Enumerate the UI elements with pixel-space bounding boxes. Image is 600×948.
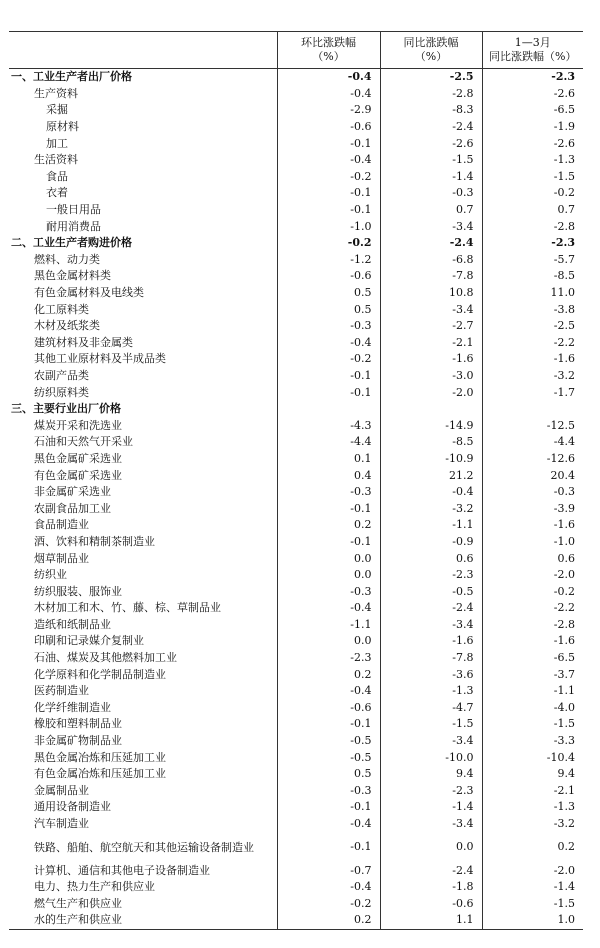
mom-value: -0.1	[277, 832, 380, 862]
mom-value: 0.5	[277, 285, 380, 302]
ytd-value: -1.5	[482, 716, 583, 733]
table-row	[9, 451, 583, 468]
mom-value: -1.1	[277, 617, 380, 634]
yoy-value: -2.1	[380, 335, 482, 352]
ytd-value: -2.0	[482, 567, 583, 584]
mom-value: 0.0	[277, 633, 380, 650]
ytd-value: -4.4	[482, 434, 583, 451]
table-row	[9, 617, 583, 634]
ytd-value: -1.5	[482, 169, 583, 186]
ytd-value: -2.5	[482, 318, 583, 335]
ytd-value: -1.6	[482, 517, 583, 534]
mom-value: -0.4	[277, 600, 380, 617]
yoy-value: -1.1	[380, 517, 482, 534]
yoy-value: -4.7	[380, 700, 482, 717]
ytd-value: -1.5	[482, 896, 583, 913]
row-label: 燃料、动力类	[34, 252, 100, 266]
table-row	[9, 268, 583, 285]
table-row	[9, 434, 583, 451]
yoy-value: -1.8	[380, 879, 482, 896]
ytd-value: -10.4	[482, 749, 583, 766]
header-mom	[277, 32, 380, 69]
ytd-value: -2.8	[482, 617, 583, 634]
table-row	[9, 700, 583, 717]
row-label: 农副产品类	[34, 368, 89, 382]
table-row	[9, 500, 583, 517]
row-label: 木材加工和木、竹、藤、棕、草制品业	[34, 601, 221, 615]
yoy-value: -0.4	[380, 484, 482, 501]
row-label: 煤炭开采和洗选业	[34, 418, 122, 432]
ytd-value: -0.3	[482, 484, 583, 501]
table-row	[9, 86, 583, 103]
ytd-value: -3.2	[482, 368, 583, 385]
mom-value: -0.1	[277, 384, 380, 401]
table-header	[9, 32, 583, 69]
row-label: 化工原料类	[34, 302, 89, 316]
mom-value: -0.1	[277, 799, 380, 816]
row-label: 有色金属材料及电线类	[34, 286, 144, 300]
mom-value	[277, 401, 380, 418]
mom-value: -1.2	[277, 252, 380, 269]
yoy-value: -2.4	[380, 600, 482, 617]
yoy-value: -3.6	[380, 666, 482, 683]
row-label: 医药制造业	[34, 684, 89, 698]
yoy-value: -3.4	[380, 218, 482, 235]
mom-value: -0.4	[277, 816, 380, 833]
yoy-value: -3.4	[380, 816, 482, 833]
mom-value: 0.0	[277, 567, 380, 584]
ytd-value: -3.9	[482, 500, 583, 517]
ytd-value: -1.0	[482, 534, 583, 551]
mom-value: -0.1	[277, 368, 380, 385]
row-label: 农副食品加工业	[34, 501, 111, 515]
row-label: 生活资料	[34, 153, 78, 167]
mom-value: -2.3	[277, 650, 380, 667]
ytd-value: -1.7	[482, 384, 583, 401]
row-label: 加工	[46, 136, 68, 150]
yoy-value: 0.0	[380, 832, 482, 862]
mom-value: -0.6	[277, 119, 380, 136]
yoy-value: -2.3	[380, 783, 482, 800]
row-label: 化学纤维制造业	[34, 700, 111, 714]
table-row	[9, 301, 583, 318]
mom-value: -0.6	[277, 700, 380, 717]
ytd-value: 11.0	[482, 285, 583, 302]
yoy-value: 21.2	[380, 467, 482, 484]
table-row	[9, 567, 583, 584]
row-label: 食品制造业	[34, 518, 89, 532]
ytd-value: -1.1	[482, 683, 583, 700]
mom-value: -0.5	[277, 749, 380, 766]
yoy-value: -2.4	[380, 235, 482, 252]
header-yoy-title: 同比涨跌幅	[403, 36, 459, 49]
ytd-value: -3.2	[482, 816, 583, 833]
table-row	[9, 879, 583, 896]
ytd-value: -6.5	[482, 650, 583, 667]
ytd-value: 1.0	[482, 912, 583, 929]
row-label: 耐用消费品	[46, 219, 101, 233]
mom-value: -0.1	[277, 185, 380, 202]
header-ytd-period: 1—3月	[514, 36, 551, 49]
ytd-value: -3.8	[482, 301, 583, 318]
table-row	[9, 384, 583, 401]
ytd-value: -2.8	[482, 218, 583, 235]
table-row	[9, 368, 583, 385]
ytd-value: 20.4	[482, 467, 583, 484]
ytd-value: -2.2	[482, 600, 583, 617]
mom-value: -0.6	[277, 268, 380, 285]
row-label: 有色金属冶炼和压延加工业	[34, 767, 166, 781]
row-label: 计算机、通信和其他电子设备制造业	[34, 863, 210, 877]
mom-value: -0.4	[277, 69, 380, 86]
ytd-value: -1.9	[482, 119, 583, 136]
mom-value: -0.1	[277, 716, 380, 733]
table-row	[9, 185, 583, 202]
row-label: 烟草制品业	[34, 551, 89, 565]
ytd-value: -4.0	[482, 700, 583, 717]
mom-value: -0.4	[277, 335, 380, 352]
mom-value: 0.2	[277, 517, 380, 534]
table-row	[9, 534, 583, 551]
row-label: 水的生产和供应业	[9, 912, 277, 929]
yoy-value: -2.4	[380, 862, 482, 879]
yoy-value: -0.6	[380, 896, 482, 913]
yoy-value: -2.4	[380, 119, 482, 136]
yoy-value: -2.8	[380, 86, 482, 103]
table-row	[9, 484, 583, 501]
mom-value: -0.4	[277, 879, 380, 896]
mom-value: -0.1	[277, 500, 380, 517]
ytd-value: 0.2	[482, 832, 583, 862]
ytd-value: -2.3	[482, 235, 583, 252]
yoy-value: -3.2	[380, 500, 482, 517]
table-row	[9, 583, 583, 600]
table-row	[9, 335, 583, 352]
yoy-value: -3.0	[380, 368, 482, 385]
table-row	[9, 650, 583, 667]
ytd-value: -2.6	[482, 135, 583, 152]
mom-value: 0.2	[277, 912, 380, 929]
row-label: 纺织服装、服饰业	[34, 584, 122, 598]
price-index-table	[9, 31, 583, 930]
table-row	[9, 666, 583, 683]
row-label: 非金属矿采选业	[34, 485, 111, 499]
ytd-value: -1.3	[482, 799, 583, 816]
ytd-value: -2.2	[482, 335, 583, 352]
table-row	[9, 119, 583, 136]
mom-value: -0.4	[277, 683, 380, 700]
table-row	[9, 252, 583, 269]
yoy-value: -8.5	[380, 434, 482, 451]
ytd-value: -1.6	[482, 351, 583, 368]
mom-value: 0.5	[277, 301, 380, 318]
table-row	[9, 467, 583, 484]
header-blank	[9, 32, 277, 69]
table-row	[9, 816, 583, 833]
row-label: 衣着	[46, 186, 68, 200]
mom-value: -0.3	[277, 484, 380, 501]
row-label: 黑色金属矿采选业	[34, 451, 122, 465]
table-row	[9, 716, 583, 733]
mom-value: -0.3	[277, 583, 380, 600]
table-row	[9, 896, 583, 913]
table-row	[9, 218, 583, 235]
header-ytd-title: 同比涨跌幅（%）	[489, 50, 577, 63]
mom-value: 0.1	[277, 451, 380, 468]
yoy-value	[380, 401, 482, 418]
yoy-value: 10.8	[380, 285, 482, 302]
yoy-value: 0.7	[380, 202, 482, 219]
ytd-value: -12.5	[482, 417, 583, 434]
row-label: 纺织业	[34, 568, 67, 582]
yoy-value: -1.3	[380, 683, 482, 700]
row-label: 电力、热力生产和供应业	[34, 880, 155, 894]
yoy-value: -10.9	[380, 451, 482, 468]
mom-value: -0.2	[277, 896, 380, 913]
table-row	[9, 683, 583, 700]
row-label: 金属制品业	[34, 783, 89, 797]
yoy-value: -0.5	[380, 583, 482, 600]
row-label: 黑色金属材料类	[34, 269, 111, 283]
table-row	[9, 517, 583, 534]
ytd-value: -2.3	[482, 69, 583, 86]
row-label: 生产资料	[34, 86, 78, 100]
row-label: 木材及纸浆类	[34, 319, 100, 333]
ytd-value: -2.6	[482, 86, 583, 103]
table-row	[9, 135, 583, 152]
section-row	[9, 235, 583, 252]
mom-value: -0.1	[277, 135, 380, 152]
yoy-value: -0.9	[380, 534, 482, 551]
yoy-value: -3.4	[380, 301, 482, 318]
row-label: 一般日用品	[46, 203, 101, 217]
mom-value: -0.3	[277, 318, 380, 335]
ytd-value: 0.7	[482, 202, 583, 219]
yoy-value: -10.0	[380, 749, 482, 766]
table-row	[9, 169, 583, 186]
yoy-value: -1.4	[380, 169, 482, 186]
yoy-value: -1.5	[380, 152, 482, 169]
header-yoy-unit: （%）	[414, 50, 448, 63]
row-label: 原材料	[46, 120, 79, 134]
ytd-value: -8.5	[482, 268, 583, 285]
mom-value: 0.4	[277, 467, 380, 484]
table-row	[9, 550, 583, 567]
ytd-value: -2.1	[482, 783, 583, 800]
yoy-value: -1.4	[380, 799, 482, 816]
table-row	[9, 749, 583, 766]
ytd-value: -1.3	[482, 152, 583, 169]
table-row	[9, 285, 583, 302]
row-label: 食品	[46, 169, 68, 183]
table-row	[9, 633, 583, 650]
ytd-value: -3.3	[482, 733, 583, 750]
mom-value: -0.5	[277, 733, 380, 750]
mom-value: -0.2	[277, 235, 380, 252]
mom-value: -0.4	[277, 86, 380, 103]
mom-value: 0.2	[277, 666, 380, 683]
row-label: 化学原料和化学制品制造业	[34, 667, 166, 681]
ytd-value: -3.7	[482, 666, 583, 683]
row-label: 一、工业生产者出厂价格	[11, 70, 132, 84]
table-row	[9, 862, 583, 879]
yoy-value: -3.4	[380, 617, 482, 634]
mom-value: -0.2	[277, 351, 380, 368]
section-row	[9, 401, 583, 418]
yoy-value: 9.4	[380, 766, 482, 783]
ytd-value: -1.6	[482, 633, 583, 650]
row-label: 非金属矿物制品业	[34, 734, 122, 748]
yoy-value: 1.1	[380, 912, 482, 929]
mom-value: 0.5	[277, 766, 380, 783]
row-label: 纺织原料类	[34, 385, 89, 399]
yoy-value: 0.6	[380, 550, 482, 567]
table-row	[9, 351, 583, 368]
mom-value: -0.7	[277, 862, 380, 879]
mom-value: -0.4	[277, 152, 380, 169]
header-yoy	[380, 32, 482, 69]
ytd-value: -5.7	[482, 252, 583, 269]
row-label: 燃气生产和供应业	[34, 896, 122, 910]
row-label: 黑色金属冶炼和压延加工业	[34, 750, 166, 764]
row-label: 石油、煤炭及其他燃料加工业	[34, 651, 177, 665]
table-row	[9, 766, 583, 783]
table-row	[9, 799, 583, 816]
row-label: 通用设备制造业	[34, 800, 111, 814]
yoy-value: -6.8	[380, 252, 482, 269]
row-label: 铁路、船舶、航空航天和其他运输设备制造业	[34, 840, 254, 854]
yoy-value: -2.6	[380, 135, 482, 152]
row-label: 酒、饮料和精制茶制造业	[34, 534, 155, 548]
mom-value: -4.3	[277, 417, 380, 434]
table-row	[9, 202, 583, 219]
header-mom-title: 环比涨跌幅	[301, 36, 356, 49]
ytd-value: -0.2	[482, 185, 583, 202]
row-label: 印刷和记录媒介复制业	[34, 634, 144, 648]
table-row	[9, 318, 583, 335]
mom-value: 0.0	[277, 550, 380, 567]
table-row	[9, 912, 583, 929]
row-label: 橡胶和塑料制品业	[34, 717, 122, 731]
yoy-value: -1.6	[380, 633, 482, 650]
mom-value: -0.2	[277, 169, 380, 186]
table-row	[9, 600, 583, 617]
yoy-value: -1.5	[380, 716, 482, 733]
row-label: 三、主要行业出厂价格	[11, 402, 121, 416]
yoy-value: -0.3	[380, 185, 482, 202]
row-label: 采掘	[46, 103, 68, 117]
mom-value: -0.1	[277, 202, 380, 219]
ytd-value: -0.2	[482, 583, 583, 600]
row-label: 二、工业生产者购进价格	[11, 236, 132, 250]
ytd-value: 9.4	[482, 766, 583, 783]
yoy-value: -2.7	[380, 318, 482, 335]
yoy-value: -2.5	[380, 69, 482, 86]
row-label: 建筑材料及非金属类	[34, 335, 133, 349]
ytd-value: 0.6	[482, 550, 583, 567]
row-label: 造纸和纸制品业	[34, 617, 111, 631]
yoy-value: -2.0	[380, 384, 482, 401]
ytd-value: -6.5	[482, 102, 583, 119]
ytd-value: -1.4	[482, 879, 583, 896]
yoy-value: -2.3	[380, 567, 482, 584]
yoy-value: -7.8	[380, 650, 482, 667]
table-row	[9, 783, 583, 800]
section-row	[9, 69, 583, 86]
header-ytd	[482, 32, 583, 69]
yoy-value: -8.3	[380, 102, 482, 119]
row-label: 石油和天然气开采业	[34, 435, 133, 449]
table-row	[9, 733, 583, 750]
mom-value: -4.4	[277, 434, 380, 451]
ytd-value: -2.0	[482, 862, 583, 879]
mom-value: -1.0	[277, 218, 380, 235]
table-row	[9, 152, 583, 169]
row-label: 其他工业原材料及半成品类	[34, 352, 166, 366]
row-label: 汽车制造业	[34, 817, 89, 831]
yoy-value: -14.9	[380, 417, 482, 434]
table-row	[9, 832, 583, 862]
row-label: 有色金属矿采选业	[34, 468, 122, 482]
mom-value: -2.9	[277, 102, 380, 119]
table-row	[9, 417, 583, 434]
table-body	[9, 69, 583, 930]
mom-value: -0.1	[277, 534, 380, 551]
mom-value: -0.3	[277, 783, 380, 800]
yoy-value: -3.4	[380, 733, 482, 750]
yoy-value: -7.8	[380, 268, 482, 285]
ytd-value	[482, 401, 583, 418]
header-mom-unit: （%）	[312, 50, 345, 63]
ytd-value: -12.6	[482, 451, 583, 468]
table-row	[9, 102, 583, 119]
yoy-value: -1.6	[380, 351, 482, 368]
